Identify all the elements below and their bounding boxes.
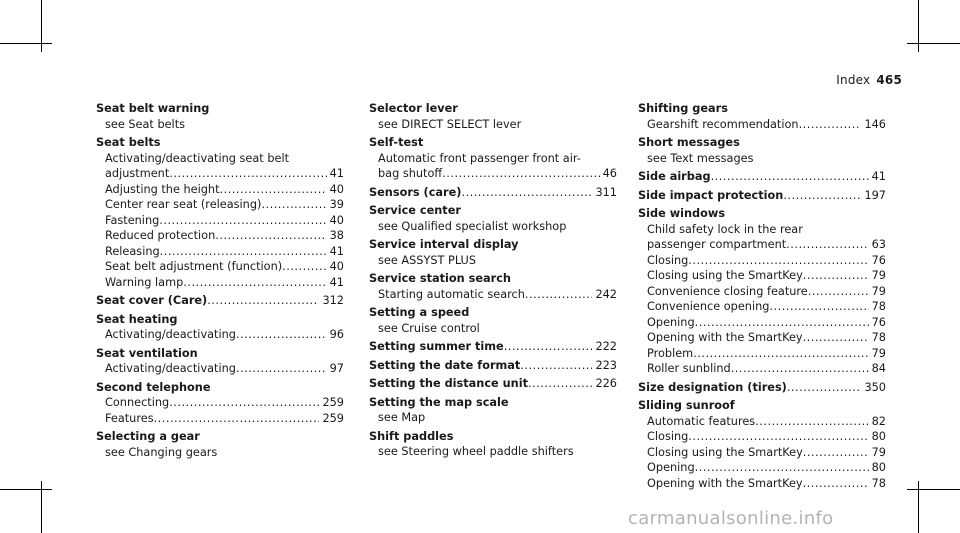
subentry-text: see Map — [378, 411, 426, 424]
heading-text: Seat belts — [96, 136, 161, 149]
index-heading — [638, 380, 886, 396]
index-heading — [96, 312, 344, 328]
index-entry — [96, 429, 344, 460]
page-ref: 226 — [595, 377, 617, 390]
leader-dots — [695, 315, 869, 331]
leader-dots — [688, 253, 868, 269]
leader-dots — [220, 182, 327, 198]
subentry-text: Connecting — [105, 396, 170, 409]
index-entry — [369, 395, 617, 426]
page-ref: 242 — [595, 287, 617, 301]
index-subentry — [638, 222, 886, 238]
leader-dots — [787, 380, 862, 396]
index-column-2 — [369, 101, 617, 463]
index-subentry — [638, 476, 886, 492]
heading-text: Seat cover (Care) — [96, 294, 208, 307]
index-heading — [96, 101, 344, 117]
index-subentry — [96, 244, 344, 260]
page-ref: 79 — [871, 445, 886, 459]
page-ref: 197 — [864, 188, 886, 202]
page-ref: 76 — [871, 315, 886, 329]
page-ref: 80 — [871, 461, 886, 474]
subentry-text: see DIRECT SELECT lever — [378, 117, 522, 131]
heading-text: Short messages — [638, 136, 740, 149]
subentry-text: Activating/deactivating — [105, 328, 236, 341]
index-heading — [369, 271, 617, 287]
heading-text: Shifting gears — [638, 102, 728, 115]
index-heading — [369, 203, 617, 219]
leader-dots — [803, 445, 869, 461]
index-subentry — [369, 410, 617, 426]
index-subentry — [369, 287, 617, 303]
heading-text: Service station search — [369, 272, 511, 285]
crop-mark — [918, 0, 919, 52]
index-heading — [369, 101, 617, 117]
page-ref: 40 — [329, 213, 344, 227]
leader-dots — [803, 330, 869, 346]
subentry-text: see Text messages — [647, 151, 754, 165]
subentry-text: Seat belt adjustment (function) — [105, 260, 283, 273]
leader-dots — [731, 361, 869, 377]
page-ref: 40 — [329, 260, 344, 273]
heading-text: Size designation (tires) — [638, 380, 787, 394]
index-subentry — [96, 411, 344, 427]
page-ref: 78 — [871, 476, 886, 490]
page-header — [836, 73, 902, 87]
leader-dots — [688, 429, 868, 445]
subentry-text: Fastening — [105, 213, 160, 227]
page-ref: 79 — [871, 269, 886, 282]
leader-dots — [442, 166, 599, 182]
subentry-text: Opening — [647, 315, 695, 329]
index-entry — [638, 380, 886, 396]
leader-dots — [803, 268, 869, 284]
leader-dots — [215, 228, 326, 244]
subentry-text: Closing using the SmartKey — [647, 445, 803, 459]
subentry-text: Activating/deactivating — [105, 362, 236, 375]
heading-text: Setting the date format — [369, 358, 521, 372]
heading-text: Seat ventilation — [96, 346, 198, 360]
index-subentry — [638, 268, 886, 284]
heading-text: Side impact protection — [638, 188, 784, 202]
index-entry — [96, 346, 344, 377]
index-heading — [96, 429, 344, 445]
leader-dots — [528, 376, 592, 392]
index-subentry — [369, 151, 617, 167]
subentry-text: Gearshift recommendation — [647, 117, 799, 131]
index-entry — [369, 305, 617, 336]
subentry-text: see Steering wheel paddle shifters — [378, 445, 574, 458]
page-ref: 350 — [864, 380, 886, 394]
page-ref: 41 — [329, 167, 344, 180]
index-entry — [369, 358, 617, 374]
subentry-text: Closing — [647, 430, 689, 443]
index-subentry — [96, 197, 344, 213]
index-heading — [369, 358, 617, 374]
subentry-text: Automatic front passenger front air- — [378, 151, 581, 165]
index-heading — [369, 135, 617, 151]
subentry-text: see Cruise control — [378, 321, 480, 335]
heading-text: Setting a speed — [369, 306, 470, 319]
leader-dots — [159, 213, 326, 229]
index-entry — [96, 135, 344, 290]
index-heading — [638, 169, 886, 185]
index-heading — [369, 185, 617, 201]
page-ref: 146 — [864, 117, 886, 131]
subentry-text: Convenience opening — [647, 300, 770, 313]
leader-dots — [261, 197, 326, 213]
page-ref: 63 — [871, 238, 886, 251]
leader-dots — [520, 358, 592, 374]
page-number: 465 — [876, 73, 902, 87]
index-subentry — [96, 228, 344, 244]
index-heading — [638, 206, 886, 222]
leader-dots — [160, 244, 327, 260]
index-subentry — [638, 460, 886, 476]
crop-mark — [0, 43, 52, 44]
leader-dots — [169, 166, 326, 182]
index-heading — [638, 101, 886, 117]
index-subentry — [96, 445, 344, 461]
index-entry — [369, 376, 617, 392]
heading-text: Setting the map scale — [369, 395, 509, 409]
leader-dots — [808, 284, 869, 300]
index-subentry — [369, 117, 617, 133]
page-ref: 96 — [329, 328, 344, 341]
index-subentry — [638, 315, 886, 331]
page-ref: 38 — [329, 229, 344, 242]
leader-dots — [461, 185, 592, 201]
index-entry — [369, 101, 617, 132]
heading-text: Setting summer time — [369, 340, 504, 353]
index-entry — [638, 398, 886, 491]
index-subentry — [369, 253, 617, 269]
page-ref: 79 — [871, 284, 886, 298]
subentry-text: Warning lamp — [105, 275, 184, 289]
subentry-text: Problem — [647, 346, 694, 360]
page-ref: 259 — [322, 396, 344, 409]
page-ref: 41 — [329, 244, 344, 258]
index-entry — [369, 237, 617, 268]
index-entry — [369, 339, 617, 355]
index-entry — [638, 206, 886, 377]
crop-mark — [0, 489, 52, 490]
subentry-text: Center rear seat (releasing) — [105, 198, 262, 211]
page-ref: 97 — [329, 362, 344, 375]
subentry-text: see Qualified specialist workshop — [378, 219, 567, 233]
crop-mark — [907, 489, 960, 490]
subentry-text: Roller sunblind — [647, 362, 731, 375]
subentry-text: Opening with the SmartKey — [647, 476, 803, 490]
index-subentry — [96, 166, 344, 182]
index-subentry — [638, 299, 886, 315]
index-subentry — [638, 445, 886, 461]
leader-dots — [755, 414, 868, 430]
heading-text: Selecting a gear — [96, 430, 200, 443]
page-ref: 39 — [329, 198, 344, 211]
index-entry — [369, 135, 617, 182]
index-heading — [369, 339, 617, 355]
page-ref: 76 — [871, 253, 886, 267]
page-ref: 312 — [322, 294, 344, 307]
subentry-text: Features — [105, 411, 154, 425]
index-subentry — [638, 414, 886, 430]
index-heading — [369, 305, 617, 321]
index-subentry — [638, 330, 886, 346]
index-subentry — [369, 444, 617, 460]
heading-text: Service center — [369, 204, 461, 217]
index-entry — [96, 312, 344, 343]
leader-dots — [525, 287, 593, 303]
page-ref: 223 — [595, 358, 617, 372]
leader-dots — [786, 237, 868, 253]
index-subentry — [638, 151, 886, 167]
crop-mark — [907, 43, 960, 44]
leader-dots — [169, 395, 319, 411]
leader-dots — [282, 259, 326, 275]
index-entry — [369, 429, 617, 460]
index-heading — [369, 395, 617, 411]
heading-text: Side windows — [638, 207, 726, 220]
index-heading — [96, 135, 344, 151]
leader-dots — [711, 169, 869, 185]
leader-dots — [183, 275, 326, 291]
index-subentry — [638, 237, 886, 253]
subentry-text: Releasing — [105, 244, 160, 258]
page-ref: 41 — [871, 170, 886, 183]
index-subentry — [96, 151, 344, 167]
heading-text: Seat heating — [96, 312, 178, 326]
index-entry — [369, 185, 617, 201]
page-ref: 311 — [595, 185, 617, 199]
subentry-text: Closing — [647, 253, 689, 267]
index-heading — [638, 398, 886, 414]
leader-dots — [769, 299, 868, 315]
leader-dots — [783, 188, 861, 204]
index-entry — [96, 380, 344, 427]
index-heading — [638, 188, 886, 204]
subentry-text: passenger compartment — [647, 238, 787, 251]
page-ref: 82 — [871, 414, 886, 428]
index-entry — [638, 135, 886, 166]
page-ref: 80 — [871, 430, 886, 443]
page-ref: 40 — [329, 182, 344, 196]
page-ref: 259 — [322, 411, 344, 425]
subentry-text: Activating/deactivating seat belt — [105, 151, 290, 165]
index-subentry — [96, 259, 344, 275]
leader-dots — [236, 327, 327, 343]
index-subentry — [96, 361, 344, 377]
index-subentry — [638, 284, 886, 300]
heading-text: Selector lever — [369, 102, 458, 115]
heading-text: Sliding sunroof — [638, 399, 735, 412]
subentry-text: Opening with the SmartKey — [647, 331, 803, 344]
header-label: Index — [836, 73, 871, 87]
subentry-text: see ASSYST PLUS — [378, 253, 476, 267]
leader-dots — [207, 293, 319, 309]
index-heading — [96, 346, 344, 362]
index-subentry — [638, 361, 886, 377]
heading-text: Self-test — [369, 136, 424, 149]
crop-mark — [918, 481, 919, 533]
page-ref: 79 — [871, 346, 886, 360]
index-heading — [369, 429, 617, 445]
crop-mark — [41, 481, 42, 533]
index-column-1 — [96, 101, 344, 463]
subentry-text: Adjusting the height — [105, 182, 220, 196]
leader-dots — [504, 339, 593, 355]
leader-dots — [236, 361, 327, 377]
leader-dots — [803, 476, 869, 492]
leader-dots — [799, 117, 862, 133]
index-entry — [369, 271, 617, 302]
index-subentry — [638, 117, 886, 133]
index-subentry — [96, 327, 344, 343]
subentry-text: see Seat belts — [105, 117, 186, 131]
heading-text: Side airbag — [638, 170, 711, 183]
index-heading — [96, 293, 344, 309]
index-entry — [638, 101, 886, 132]
index-subentry — [96, 117, 344, 133]
index-subentry — [638, 346, 886, 362]
index-heading — [638, 135, 886, 151]
heading-text: Shift paddles — [369, 429, 454, 443]
subentry-text: Opening — [647, 461, 695, 474]
subentry-text: Convenience closing feature — [647, 284, 808, 298]
index-subentry — [369, 321, 617, 337]
subentry-text: Closing using the SmartKey — [647, 269, 803, 282]
index-subentry — [96, 182, 344, 198]
index-heading — [369, 376, 617, 392]
page-ref: 41 — [329, 275, 344, 289]
index-subentry — [96, 275, 344, 291]
subentry-text: Starting automatic search — [378, 287, 525, 301]
index-subentry — [369, 166, 617, 182]
subentry-text: bag shutoff — [378, 167, 443, 180]
subentry-text: Reduced protection — [105, 229, 216, 242]
page-ref: 84 — [871, 362, 886, 375]
index-subentry — [369, 219, 617, 235]
subentry-text: adjustment — [105, 167, 170, 180]
crop-mark — [41, 0, 42, 52]
leader-dots — [695, 460, 869, 476]
leader-dots — [693, 346, 868, 362]
page-ref: 46 — [602, 167, 617, 180]
index-heading — [96, 380, 344, 396]
watermark: carmanualsonline.info — [628, 508, 834, 529]
index-heading — [369, 237, 617, 253]
page-ref: 78 — [871, 300, 886, 313]
index-subentry — [638, 253, 886, 269]
heading-text: Sensors (care) — [369, 185, 462, 199]
index-subentry — [96, 395, 344, 411]
page-ref: 78 — [871, 331, 886, 344]
subentry-text: Automatic features — [647, 414, 756, 428]
index-subentry — [638, 429, 886, 445]
index-column-3 — [638, 101, 886, 494]
subentry-text: Child safety lock in the rear — [647, 222, 803, 236]
subentry-text: see Changing gears — [105, 445, 218, 459]
index-entry — [96, 101, 344, 132]
index-subentry — [96, 213, 344, 229]
heading-text: Second telephone — [96, 380, 211, 394]
index-entry — [96, 293, 344, 309]
index-entry — [638, 188, 886, 204]
index-entry — [369, 203, 617, 234]
leader-dots — [154, 411, 320, 427]
heading-text: Service interval display — [369, 238, 519, 251]
index-entry — [638, 169, 886, 185]
heading-text: Setting the distance unit — [369, 377, 528, 390]
page-ref: 222 — [595, 340, 617, 353]
heading-text: Seat belt warning — [96, 102, 210, 115]
